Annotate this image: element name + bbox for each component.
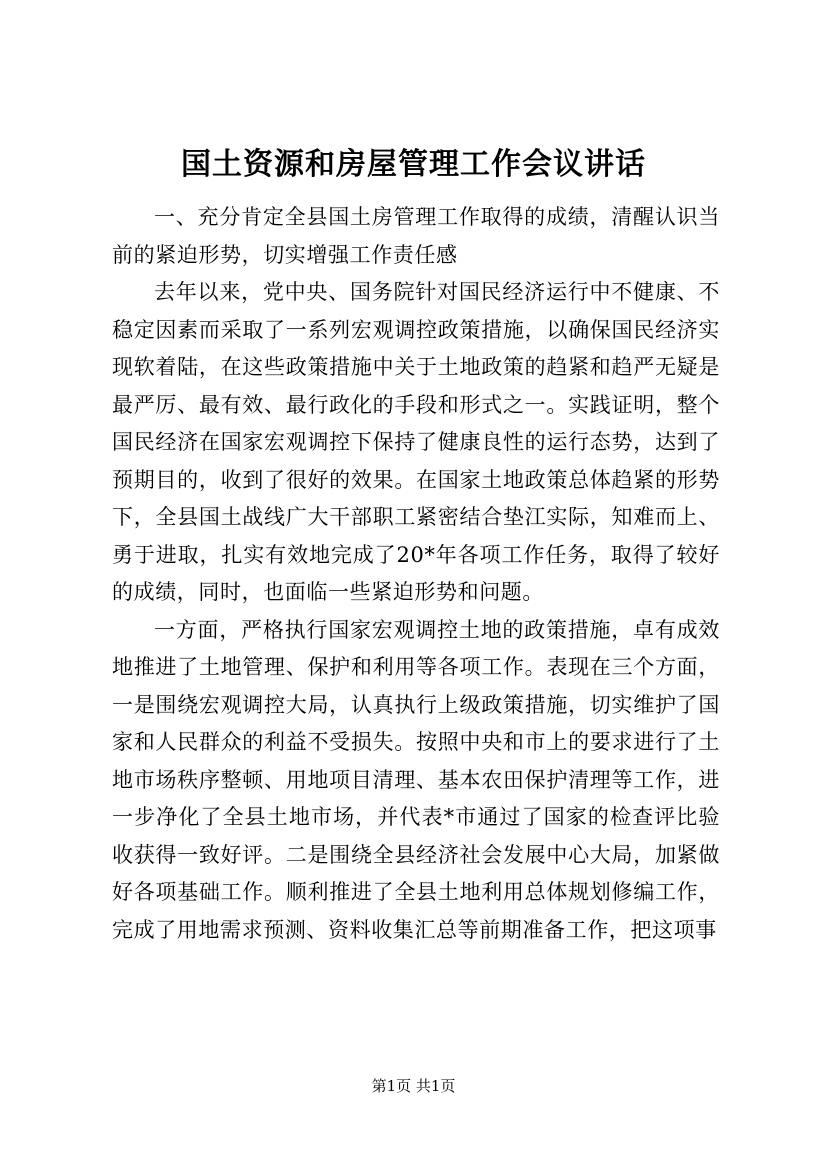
- document-title: 国土资源和房屋管理工作会议讲话: [181, 147, 646, 182]
- paragraph-1: 一、充分肯定全县国土房管理工作取得的成绩，清醒认识当前的紧迫形势，切实增强工作责任感: [112, 205, 720, 267]
- document-body: [112, 199, 720, 949]
- paragraph-2: 去年以来，党中央、国务院针对国民经济运行中不健康、不稳定因素而采取了一系列宏观调控政策措施，以确保国民经济实现软着陆，在这些政策措施中关于土地政策的趋紧和趋严无疑是最严厉、最有效、最行政化的手段和形式之一。实践证明，整个国民经济在国家宏观调控下保持了健康良性的运行态势，达到了预期目的，收到了很好的效果。在国家土地政策总体趋紧的形势下，全县国土战线广大干部职工紧密结合垫江实际，知难而上、勇于进取，扎实有效地完成了20*年各项工作任务，取得了较好的成绩，同时，也面临一些紧迫形势和问题。: [112, 280, 720, 604]
- page-footer: 第1页 共1页: [371, 1077, 456, 1095]
- paragraph-3: 一方面，严格执行国家宏观调控土地的政策措施，卓有成效地推进了土地管理、保护和利用等各项工作。表现在三个方面，一是围绕宏观调控大局，认真执行上级政策措施，切实维护了国家和人民群众的利益不受损失。按照中央和市上的要求进行了土地市场秩序整顿、用地项目清理、基本农田保护清理等工作，进一步净化了全县土地市场，并代表*市通过了国家的检查评比验收获得一致好评。二是围绕全县经济社会发展中心大局，加紧做好各项基础工作。顺利推进了全县土地利用总体规划修编工作，完成了用地需求预测、资料收集汇总等前期准备工作，把这项事: [112, 617, 720, 942]
